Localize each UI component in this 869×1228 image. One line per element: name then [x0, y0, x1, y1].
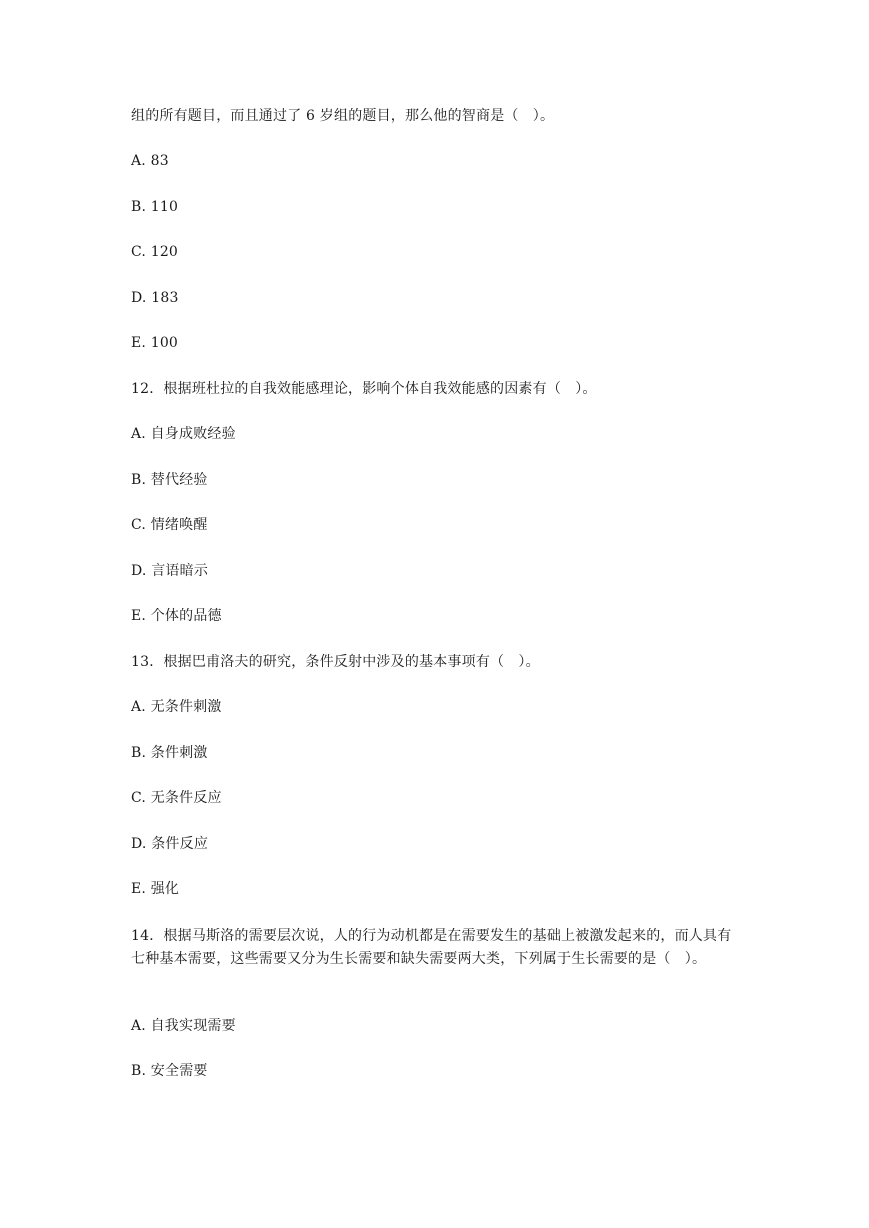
question-11-option-c: C. 120 — [131, 244, 179, 260]
question-11-option-e: E. 100 — [131, 335, 179, 351]
question-12-option-c: C. 情绪唤醒 — [131, 517, 208, 533]
question-13-option-a: A. 无条件刺激 — [131, 699, 222, 715]
question-13-option-d: D. 条件反应 — [131, 836, 209, 852]
question-13-option-b: B. 条件刺激 — [131, 745, 208, 761]
question-13-option-c: C. 无条件反应 — [131, 790, 222, 806]
question-12-option-b: B. 替代经验 — [131, 472, 208, 488]
question-11-option-b: B. 110 — [131, 199, 179, 215]
question-11-option-a: A. 83 — [131, 153, 169, 169]
question-14-option-b: B. 安全需要 — [131, 1063, 208, 1079]
question-13-stem: 13．根据巴甫洛夫的研究，条件反射中涉及的基本事项有（ ）。 — [131, 654, 540, 670]
question-12-option-d: D. 言语暗示 — [131, 563, 209, 579]
question-13-option-e: E. 强化 — [131, 881, 180, 897]
question-12-option-e: E. 个体的品德 — [131, 608, 222, 624]
question-12-stem: 12．根据班杜拉的自我效能感理论，影响个体自我效能感的因素有（ ）。 — [131, 381, 597, 397]
question-11-option-d: D. 183 — [131, 290, 179, 306]
question-12-option-a: A. 自身成败经验 — [131, 426, 236, 442]
question-14-option-a: A. 自我实现需要 — [131, 1018, 236, 1034]
question-11-stem: 组的所有题目，而且通过了 6 岁组的题目，那么他的智商是（ ）。 — [131, 108, 555, 124]
question-14-stem: 14．根据马斯洛的需要层次说，人的行为动机都是在需要发生的基础上被激发起来的，而人具有七种基本需要，这些需要又分为生长需要和缺失需要两大类，下列属于生长需要的是（ ）。 — [131, 928, 732, 967]
